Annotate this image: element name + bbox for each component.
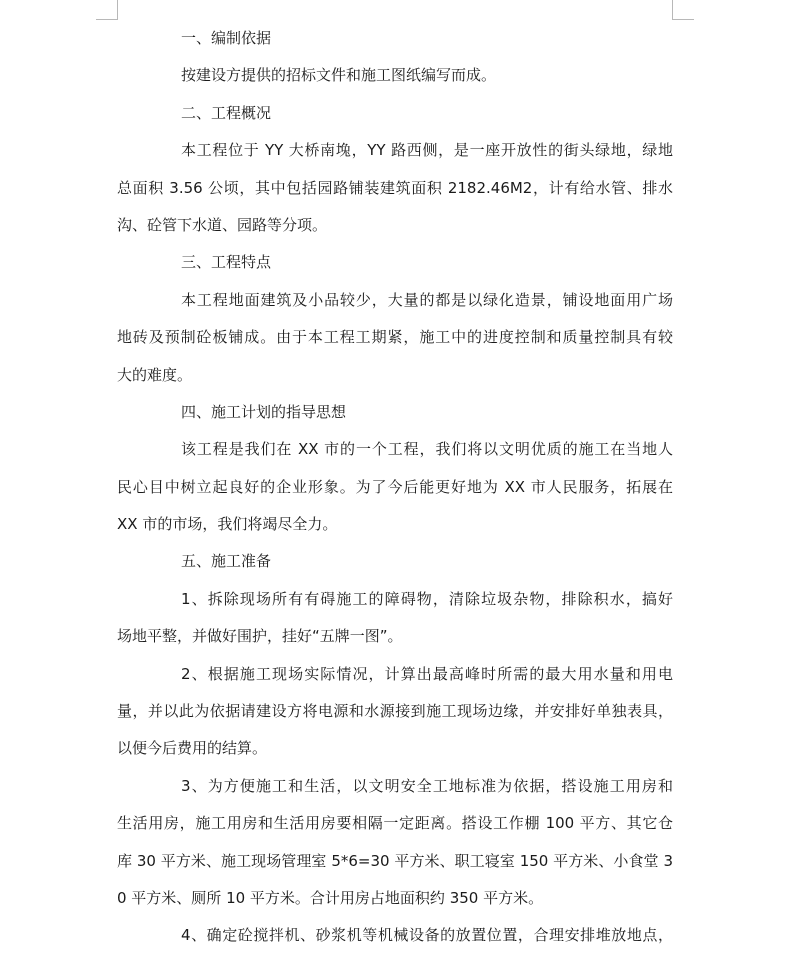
section-heading: 二、工程概况 <box>181 103 272 122</box>
paragraph-line: 以便今后费用的结算。 <box>117 739 268 758</box>
paragraph-line: 大的难度。 <box>117 365 193 384</box>
paragraph-line: 库 30 平方米、施工现场管理室 5*6=30 平方米、职工寝室 150 平方米、小食堂 3 <box>117 851 673 870</box>
paragraph-line: XX 市的市场，我们将竭尽全力。 <box>117 515 338 534</box>
document-body <box>117 20 673 955</box>
paragraph-line: 0 平方米、厕所 10 平方米。合计用房占地面积约 350 平方米。 <box>117 888 544 907</box>
paragraph-line: 量，并以此为依据请建设方将电源和水源接到施工现场边缘，并安排好单独表具， <box>117 702 673 721</box>
section-heading: 五、施工准备 <box>181 552 272 571</box>
paragraph-line: 地砖及预制砼板铺成。由于本工程工期紧，施工中的进度控制和质量控制具有较 <box>117 328 673 347</box>
paragraph-line: 生活用房，施工用房和生活用房要相隔一定距离。搭设工作棚 100 平方、其它仓 <box>117 814 673 833</box>
paragraph-line: 本工程位于 YY 大桥南堍，YY 路西侧，是一座开放性的街头绿地，绿地 <box>181 141 673 160</box>
paragraph-line: 3、为方便施工和生活，以文明安全工地标准为依据，搭设施工用房和 <box>181 776 673 795</box>
paragraph-line: 沟、砼管下水道、园路等分项。 <box>117 215 328 234</box>
paragraph-line: 1、拆除现场所有有碍施工的障碍物，清除垃圾杂物，排除积水，搞好 <box>181 589 673 608</box>
section-heading: 四、施工计划的指导思想 <box>181 402 347 421</box>
crop-mark-top-right-horizontal <box>672 19 694 20</box>
crop-mark-top-left-vertical <box>117 0 118 20</box>
section-heading: 三、工程特点 <box>181 253 272 272</box>
paragraph-line: 本工程地面建筑及小品较少，大量的都是以绿化造景，铺设地面用广场 <box>181 290 673 309</box>
section-heading: 一、编制依据 <box>181 29 272 47</box>
crop-mark-top-right-vertical <box>672 0 673 20</box>
crop-mark-top-left-horizontal <box>96 19 117 20</box>
paragraph-line: 民心目中树立起良好的企业形象。为了今后能更好地为 XX 市人民服务，拓展在 <box>117 477 673 496</box>
paragraph-line: 该工程是我们在 XX 市的一个工程，我们将以文明优质的施工在当地人 <box>181 440 673 459</box>
paragraph-line: 场地平整，并做好围护，挂好“五牌一图”。 <box>117 627 403 646</box>
paragraph-line: 按建设方提供的招标文件和施工图纸编写而成。 <box>181 66 497 85</box>
paragraph-line: 4、确定砼搅拌机、砂浆机等机械设备的放置位置，合理安排堆放地点， <box>181 926 673 945</box>
paragraph-line: 总面积 3.56 公顷，其中包括园路铺装建筑面积 2182.46M2，计有给水管、排水 <box>117 178 673 197</box>
paragraph-line: 2、根据施工现场实际情况，计算出最高峰时所需的最大用水量和用电 <box>181 664 673 683</box>
